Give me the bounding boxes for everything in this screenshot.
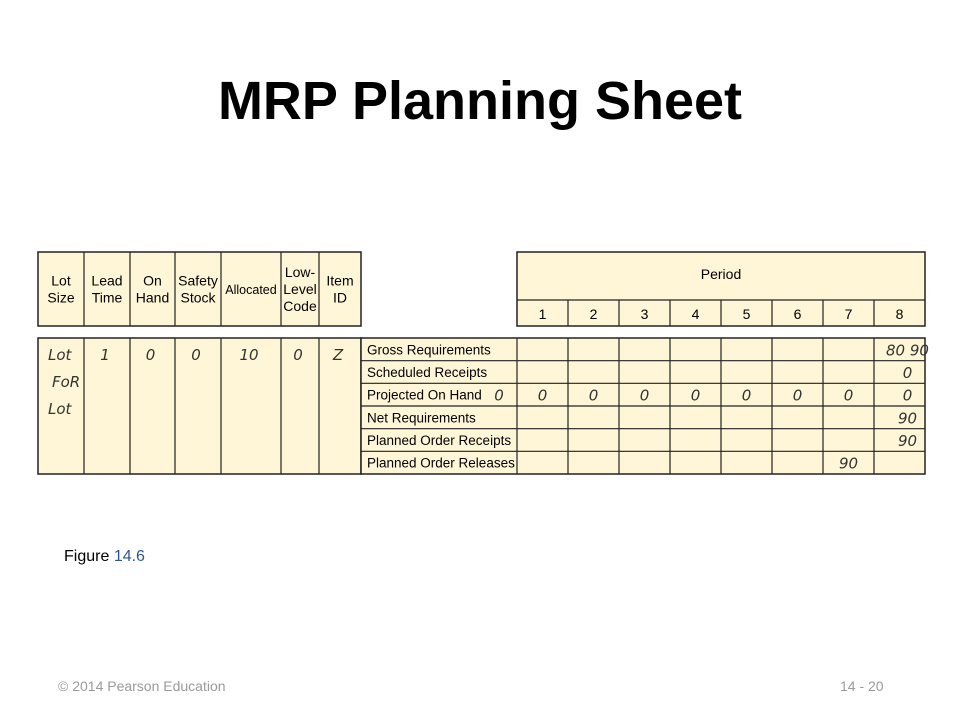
lot-size-value: FoR [52, 373, 81, 391]
allocated-value: 10 [239, 346, 259, 364]
row-entry-value: 0 [792, 386, 803, 405]
item-header-label: On [143, 272, 162, 289]
period-header-label: Period [700, 266, 742, 282]
row-entry-value: 90 [897, 409, 918, 428]
row-entry-value: 0 [741, 386, 752, 405]
period-number: 3 [640, 306, 649, 322]
row-entry-value: 0 [639, 386, 650, 405]
row-entry-value: 0 [902, 386, 913, 405]
footer-page-number: 14 - 20 [840, 678, 884, 694]
period-number: 8 [895, 306, 904, 322]
item-header-label: Code [283, 298, 317, 314]
item-header-label: Lead [91, 272, 123, 289]
item-header-label: Allocated [225, 283, 277, 297]
row-label: Net Requirements [367, 410, 476, 426]
row-entry-value: 90 [897, 432, 918, 450]
on-hand-value: 0 [145, 346, 156, 364]
row-entry-value: 0 [494, 386, 504, 405]
item-header-label: Stock [180, 289, 216, 306]
row-entry-value: 80 90 [886, 341, 929, 360]
row-label: Planned Order Receipts [367, 433, 512, 448]
item-header-label: Level [283, 281, 317, 297]
row-entry-value: 0 [588, 386, 599, 405]
period-number: 7 [844, 306, 853, 322]
row-entry-value: 0 [690, 386, 701, 405]
lead-time-value: 1 [100, 346, 110, 364]
period-number: 6 [793, 306, 802, 322]
row-label: Scheduled Receipts [367, 365, 488, 380]
row-entry-value: 0 [902, 364, 913, 382]
row-label: Gross Requirements [367, 342, 491, 358]
item-header-label: Item [326, 272, 354, 289]
item-header-label: ID [333, 289, 347, 306]
row-entry-value: 90 [838, 454, 859, 473]
row-entry-value: 0 [843, 386, 854, 405]
slide-title: MRP Planning Sheet [217, 71, 743, 131]
period-number: 2 [589, 306, 598, 322]
figure-caption [64, 548, 145, 566]
item-header-label: Time [91, 289, 123, 306]
safety-stock-value: 0 [191, 346, 201, 364]
lot-size-value: Lot [48, 346, 72, 364]
period-number: 4 [691, 306, 700, 322]
row-entry-value: 0 [537, 386, 548, 405]
item-header-label: Hand [135, 289, 170, 306]
caption-prefix: Figure [64, 548, 110, 565]
item-header-label: Safety [178, 272, 218, 289]
period-number: 1 [538, 306, 547, 322]
caption-number: 14.6 [113, 548, 145, 565]
row-label: Planned Order Releases [367, 455, 515, 471]
item-id-value: Z [332, 346, 344, 364]
row-label: Projected On Hand [367, 387, 482, 403]
item-header-label: Low- [284, 264, 316, 280]
item-header-label: Size [47, 289, 75, 306]
item-header-label: Lot [51, 272, 71, 289]
footer-copyright: © 2014 Pearson Education [58, 678, 226, 694]
period-number: 5 [742, 306, 751, 322]
low-level-code-value: 0 [293, 346, 303, 364]
lot-size-value: Lot [48, 400, 72, 418]
